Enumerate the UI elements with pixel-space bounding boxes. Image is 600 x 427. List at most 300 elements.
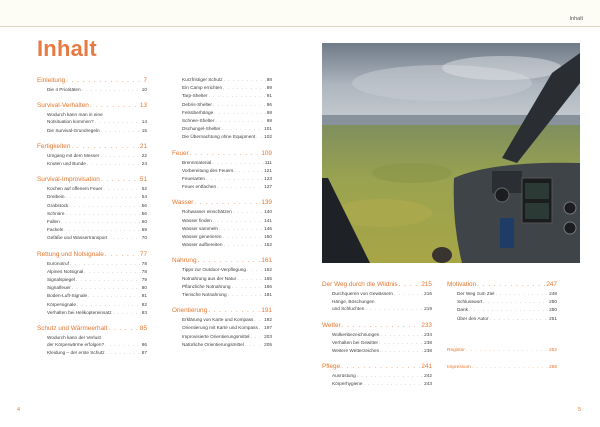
toc-entry-label: Wodurch kann man in eine bbox=[47, 112, 103, 118]
toc-chapter-label: Der Weg durch die Wildnis bbox=[322, 281, 398, 288]
toc-entry[interactable] bbox=[37, 284, 147, 292]
leader-dots bbox=[206, 175, 263, 183]
toc-entry-label: Wasser finden bbox=[182, 217, 212, 223]
toc-entry-label-2: und Schluchten bbox=[332, 306, 365, 312]
toc-entry[interactable] bbox=[37, 334, 147, 349]
toc-entry[interactable] bbox=[172, 167, 272, 175]
toc-entry[interactable] bbox=[172, 283, 272, 291]
toc-entry-page: 22 bbox=[141, 152, 147, 158]
toc-chapter[interactable] bbox=[37, 101, 147, 110]
toc-entry-page: 78 bbox=[141, 260, 147, 266]
toc-entry[interactable] bbox=[172, 117, 272, 125]
toc-entry-label: Wasser aufbereiten bbox=[182, 242, 223, 248]
toc-entry-page: 98 bbox=[266, 118, 272, 124]
toc-entry-label: Improvisierte Orientierungsmittel bbox=[182, 333, 250, 339]
running-head: Inhalt bbox=[569, 16, 583, 22]
toc-entry-page: 80 bbox=[141, 285, 147, 291]
toc-entry-label: Kurzfristiger Schutz bbox=[182, 77, 223, 82]
leader-dots bbox=[247, 266, 263, 274]
leader-dots bbox=[108, 234, 141, 242]
leader-dots bbox=[101, 175, 139, 184]
leader-dots bbox=[69, 202, 140, 210]
toc-entry-page: 150 bbox=[264, 234, 272, 240]
leader-dots bbox=[213, 101, 266, 109]
leader-dots bbox=[64, 226, 140, 234]
toc-entry[interactable] bbox=[447, 306, 557, 314]
toc-section bbox=[172, 306, 272, 349]
toc-entry-page: 83 bbox=[141, 309, 147, 315]
toc-entry[interactable] bbox=[37, 309, 147, 317]
toc-entry[interactable] bbox=[37, 349, 147, 357]
toc-entry-label: Natürliche Orientierungsmittel bbox=[182, 341, 244, 347]
toc-section bbox=[37, 76, 147, 94]
toc-entry[interactable] bbox=[37, 260, 147, 268]
toc-entry-page: 88 bbox=[266, 77, 272, 82]
toc-entry-label: Grabstock bbox=[47, 202, 69, 208]
toc-chapter-page: 77 bbox=[139, 250, 147, 258]
toc-entry-page: 248 bbox=[549, 291, 557, 296]
leader-dots bbox=[490, 315, 549, 323]
toc-entry[interactable] bbox=[172, 233, 272, 241]
toc-entry-page: 219 bbox=[424, 306, 432, 312]
page-number-left: 4 bbox=[17, 407, 21, 413]
leader-dots bbox=[101, 127, 141, 135]
toc-appendix-entry-page: 256 bbox=[548, 365, 557, 370]
leader-dots bbox=[213, 217, 263, 225]
toc-appendix-entry-label: Register bbox=[447, 348, 465, 353]
toc-section bbox=[172, 198, 272, 249]
top-band bbox=[0, 0, 600, 27]
toc-entry-label: Knoten und Bunde bbox=[47, 161, 86, 167]
toc-chapter-label: Schutz und Wärmeerhalt bbox=[37, 325, 108, 333]
toc-chapter[interactable] bbox=[37, 142, 147, 151]
toc-entry-label: Durchqueren von Gewässern bbox=[332, 291, 393, 296]
leader-dots bbox=[250, 333, 263, 341]
toc-entry-page: 141 bbox=[264, 217, 272, 223]
leader-dots bbox=[237, 275, 263, 283]
toc-chapter-label: Pflege bbox=[322, 363, 341, 371]
toc-entry[interactable] bbox=[172, 241, 272, 249]
leader-dots bbox=[483, 298, 548, 306]
toc-chapter[interactable] bbox=[172, 198, 272, 207]
toc-entry-label: Fallen bbox=[47, 219, 60, 225]
leader-dots bbox=[72, 284, 141, 292]
leader-dots bbox=[70, 260, 141, 268]
toc-chapter-page: 233 bbox=[421, 321, 432, 329]
toc-entry[interactable] bbox=[37, 292, 147, 300]
toc-entry-label: Dschungel-Shelter bbox=[182, 126, 221, 132]
toc-entry-label: Dank bbox=[457, 307, 468, 313]
toc-entry-label: Schnee-Shelter bbox=[182, 118, 215, 124]
toc-chapter[interactable] bbox=[322, 362, 432, 371]
toc-section bbox=[37, 175, 147, 242]
toc-column-2 bbox=[172, 76, 272, 356]
toc-entry-label: Orientierung mit Karte und Kompass bbox=[182, 325, 258, 331]
toc-entry-label: Vorbereitung des Feuers bbox=[182, 167, 234, 173]
toc-entry[interactable] bbox=[447, 315, 557, 323]
toc-entry-label: Dreibein bbox=[47, 194, 65, 200]
leader-dots bbox=[87, 160, 141, 168]
toc-entry-label: Feuer entfachen bbox=[182, 184, 217, 190]
toc-entry-page: 89 bbox=[266, 85, 272, 91]
toc-chapter[interactable] bbox=[37, 76, 147, 85]
toc-entry[interactable] bbox=[447, 290, 557, 298]
toc-entry-page: 250 bbox=[549, 299, 557, 305]
toc-entry-page: 152 bbox=[264, 242, 272, 248]
toc-chapter-label: Wetter bbox=[322, 321, 341, 329]
toc-chapter-page: 191 bbox=[261, 307, 272, 315]
toc-chapter[interactable] bbox=[172, 256, 272, 265]
toc-entry[interactable] bbox=[37, 152, 147, 160]
toc-entry[interactable] bbox=[172, 341, 272, 349]
toc-entry-page: 165 bbox=[264, 275, 272, 281]
toc-entry-page: 54 bbox=[141, 194, 147, 200]
toc-chapter[interactable] bbox=[322, 280, 432, 289]
toc-chapter-label: Rettung und Notsignale bbox=[37, 250, 104, 258]
toc-entry-label: Tierische Notnahrung bbox=[182, 292, 227, 298]
toc-entry-page: 87 bbox=[141, 350, 147, 356]
leader-dots bbox=[231, 283, 263, 291]
toc-entry-line2 bbox=[47, 118, 147, 126]
toc-appendix-entry-label: Impressum bbox=[447, 365, 471, 370]
toc-entry-page: 127 bbox=[264, 184, 272, 190]
leader-dots bbox=[198, 256, 261, 265]
toc-chapter-page: 161 bbox=[261, 257, 272, 265]
toc-entry[interactable] bbox=[37, 301, 147, 309]
helicopter-cockpit-image bbox=[322, 43, 580, 263]
page-title: Inhalt bbox=[37, 36, 97, 61]
toc-entry-page: 243 bbox=[424, 381, 432, 387]
toc-entry[interactable] bbox=[37, 268, 147, 276]
leader-dots bbox=[222, 233, 263, 241]
toc-entry[interactable] bbox=[172, 125, 272, 133]
leader-dots bbox=[234, 167, 263, 175]
toc-chapter-label: Orientierung bbox=[172, 307, 208, 315]
toc-entry-label: Signalspiegel bbox=[47, 277, 75, 283]
toc-entry-label: Weitere Wetterzeichen bbox=[332, 348, 380, 354]
toc-entry-label: Euronotruf bbox=[47, 260, 69, 266]
toc-entry-page: 162 bbox=[264, 267, 272, 273]
toc-entry-label: Signalfeuer bbox=[47, 285, 71, 291]
toc-section bbox=[37, 101, 147, 135]
toc-appendix-entry[interactable] bbox=[447, 346, 557, 355]
leader-dots bbox=[105, 250, 139, 259]
leader-dots bbox=[259, 324, 263, 332]
toc-entry-page: 70 bbox=[141, 235, 147, 241]
toc-entry[interactable] bbox=[172, 159, 272, 167]
toc-chapter-page: 109 bbox=[261, 149, 272, 157]
toc-entry[interactable] bbox=[37, 193, 147, 201]
toc-chapter[interactable] bbox=[172, 149, 272, 158]
leader-dots bbox=[194, 198, 260, 207]
toc-entry[interactable] bbox=[172, 316, 272, 324]
leader-dots bbox=[364, 380, 424, 388]
toc-chapter-page: 85 bbox=[139, 325, 147, 333]
toc-entry-label: Tarp-Shelter bbox=[182, 93, 208, 99]
toc-entry-label: Kochen auf offenem Feuer bbox=[47, 186, 103, 192]
toc-entry-page: 181 bbox=[264, 292, 272, 298]
toc-entry[interactable] bbox=[37, 127, 147, 135]
toc-chapter[interactable] bbox=[447, 280, 557, 289]
leader-dots bbox=[245, 341, 263, 349]
toc-entry-page: 14 bbox=[141, 119, 147, 125]
toc-entry-page: 96 bbox=[266, 101, 272, 107]
toc-entry-page: 251 bbox=[549, 315, 557, 321]
toc-section bbox=[37, 250, 147, 317]
toc-entry-page: 121 bbox=[264, 167, 272, 173]
toc-appendix-entry-page: 252 bbox=[548, 348, 557, 353]
leader-dots bbox=[233, 208, 263, 216]
toc-chapter[interactable] bbox=[37, 250, 147, 259]
toc-chapter-label: Motivation bbox=[447, 281, 477, 288]
toc-entry-label: Kleidung – der erste Schutz bbox=[47, 350, 105, 356]
toc-chapter-label: Survival-Improvisation bbox=[37, 176, 100, 184]
toc-chapter[interactable] bbox=[172, 306, 272, 315]
leader-dots bbox=[190, 149, 261, 158]
toc-entry-label: Tipps zur Outdoor-Verpflegung bbox=[182, 267, 246, 273]
toc-entry[interactable] bbox=[37, 160, 147, 168]
toc-section bbox=[447, 280, 557, 323]
toc-chapter-page: 247 bbox=[546, 281, 557, 288]
toc-entry[interactable] bbox=[172, 225, 272, 233]
toc-entry[interactable] bbox=[172, 324, 272, 332]
toc-entry-page: 79 bbox=[141, 277, 147, 283]
toc-entry-label: Schlusswort bbox=[457, 299, 483, 305]
toc-entry-page: 197 bbox=[264, 325, 272, 331]
leader-dots bbox=[254, 316, 263, 324]
toc-entry[interactable] bbox=[322, 380, 432, 388]
toc-chapter[interactable] bbox=[37, 175, 147, 184]
toc-entry-page: 102 bbox=[264, 134, 272, 140]
toc-chapter-label: Feuer bbox=[172, 149, 189, 157]
toc-entry-label: Hänge, Böschungen bbox=[332, 299, 375, 305]
toc-entry-label: Boden-Luft-Signale bbox=[47, 293, 88, 299]
page-number-right: 5 bbox=[578, 407, 582, 413]
toc-entry-page: 234 bbox=[424, 331, 432, 337]
leader-dots bbox=[90, 101, 139, 110]
toc-entry-label: Körpersignale bbox=[47, 301, 76, 307]
leader-dots bbox=[100, 152, 140, 160]
toc-entry-page: 56 bbox=[141, 210, 147, 216]
toc-entry[interactable] bbox=[172, 133, 272, 141]
toc-entry-label: Rohwasser einschätzen bbox=[182, 209, 232, 215]
leader-dots bbox=[222, 125, 264, 133]
toc-entry-page: 98 bbox=[266, 109, 272, 115]
toc-entry-line2 bbox=[332, 305, 432, 313]
toc-entry[interactable] bbox=[37, 218, 147, 226]
toc-entry[interactable] bbox=[37, 86, 147, 94]
toc-entry-label: Alpines Notsignal bbox=[47, 268, 84, 274]
toc-entry[interactable] bbox=[322, 347, 432, 355]
toc-entry-page: 111 bbox=[264, 159, 272, 165]
toc-entry[interactable] bbox=[172, 92, 272, 100]
cockpit-photo bbox=[322, 43, 580, 263]
toc-entry-label: Felsüberhänge bbox=[182, 109, 214, 115]
toc-entry-label: Brennmaterial bbox=[182, 159, 212, 165]
toc-entry-label: Gefäße und Wassertransport bbox=[47, 235, 108, 241]
toc-entry-page: 238 bbox=[424, 348, 432, 354]
toc-entry[interactable] bbox=[37, 276, 147, 284]
toc-entry[interactable] bbox=[172, 84, 272, 92]
toc-entry-page: 10 bbox=[141, 87, 147, 92]
leader-dots bbox=[469, 306, 548, 314]
toc-entry[interactable] bbox=[172, 208, 272, 216]
toc-entry-label: Ausrüstung bbox=[332, 373, 356, 379]
toc-entry-label: Fackeln bbox=[47, 227, 64, 233]
leader-dots bbox=[472, 363, 548, 372]
leader-dots bbox=[82, 86, 141, 94]
toc-entry-page: 250 bbox=[549, 307, 557, 313]
leader-dots bbox=[357, 372, 423, 380]
toc-entry[interactable] bbox=[37, 202, 147, 210]
toc-column-3 bbox=[322, 280, 432, 396]
toc-entry-label: Debris-Shelter bbox=[182, 101, 212, 107]
toc-entry-label-2: Notsituation kommen? bbox=[47, 119, 94, 125]
leader-dots bbox=[379, 339, 423, 347]
toc-entry[interactable] bbox=[172, 175, 272, 183]
toc-entry-page: 242 bbox=[424, 373, 432, 379]
leader-dots bbox=[88, 292, 141, 300]
toc-entry[interactable] bbox=[172, 275, 272, 283]
toc-chapter[interactable] bbox=[322, 321, 432, 330]
toc-entry-line2 bbox=[47, 341, 147, 349]
leader-dots bbox=[108, 324, 139, 333]
toc-chapter-label: Nahrung bbox=[172, 257, 197, 265]
toc-entry-label: Wodurch kann der Verlust bbox=[47, 335, 101, 341]
toc-chapter-page: 51 bbox=[139, 176, 147, 184]
toc-entry[interactable] bbox=[172, 76, 272, 84]
leader-dots bbox=[71, 142, 139, 151]
toc-entry[interactable] bbox=[322, 298, 432, 313]
toc-chapter-page: 139 bbox=[261, 199, 272, 207]
toc-entry[interactable] bbox=[37, 226, 147, 234]
leader-dots bbox=[228, 291, 264, 299]
toc-chapter-page: 21 bbox=[139, 142, 147, 150]
toc-chapter-label: Fertigkeiten bbox=[37, 142, 71, 150]
leader-dots bbox=[341, 362, 420, 371]
leader-dots bbox=[217, 183, 263, 191]
leader-dots bbox=[212, 159, 264, 167]
toc-entry-page: 101 bbox=[264, 126, 272, 132]
toc-entry[interactable] bbox=[322, 331, 432, 339]
toc-section bbox=[322, 362, 432, 388]
toc-entry-page: 146 bbox=[264, 225, 272, 231]
toc-entry-label: Erklärung von Karte und Kompass bbox=[182, 317, 254, 323]
toc-entry-label: Pflanzliche Notnahrung bbox=[182, 283, 231, 289]
toc-entry[interactable] bbox=[172, 266, 272, 274]
toc-entry[interactable] bbox=[172, 217, 272, 225]
toc-chapter-label: Einleitung bbox=[37, 77, 66, 84]
toc-entry[interactable] bbox=[172, 109, 272, 117]
toc-entry-page: 205 bbox=[264, 341, 272, 347]
leader-dots bbox=[106, 349, 141, 357]
toc-chapter-page: 215 bbox=[421, 281, 432, 288]
leader-dots bbox=[76, 276, 141, 284]
toc-entry[interactable] bbox=[322, 339, 432, 347]
toc-entry-label: Über den Autor bbox=[457, 315, 489, 321]
toc-chapter-page: 241 bbox=[421, 363, 432, 371]
toc-entry-label: Die 4 Prioritäten bbox=[47, 87, 81, 92]
toc-entry[interactable] bbox=[447, 298, 557, 306]
toc-entry-page: 192 bbox=[264, 317, 272, 323]
toc-entry[interactable] bbox=[37, 185, 147, 193]
toc-entry-page: 238 bbox=[424, 339, 432, 345]
toc-entry-label: Wasser generieren bbox=[182, 234, 222, 240]
leader-dots bbox=[256, 133, 263, 141]
toc-entry-label: Umgang mit dem Messer bbox=[47, 152, 100, 158]
toc-entry-label: Verhalten bei Helikoptereinsatz bbox=[47, 309, 112, 315]
toc-entry-label: Ein Camp errichten bbox=[182, 85, 223, 91]
toc-section bbox=[172, 256, 272, 299]
toc-entry-page: 203 bbox=[264, 333, 272, 339]
leader-dots bbox=[219, 225, 263, 233]
toc-chapter-label: Survival-Verhalten bbox=[37, 102, 89, 110]
toc-chapter-page: 13 bbox=[139, 102, 147, 110]
toc-entry[interactable] bbox=[322, 290, 432, 298]
toc-entry-page: 60 bbox=[141, 219, 147, 225]
toc-entry[interactable] bbox=[37, 111, 147, 126]
toc-entry-label-2: der Körperwärme erfolgen? bbox=[47, 342, 105, 348]
toc-entry[interactable] bbox=[172, 101, 272, 109]
toc-entry[interactable] bbox=[37, 234, 147, 242]
leader-dots bbox=[399, 280, 421, 289]
leader-dots bbox=[113, 309, 141, 317]
leader-dots bbox=[65, 210, 140, 218]
leader-dots bbox=[223, 241, 263, 249]
toc-entry-label: Der Weg zum Ziel bbox=[457, 291, 495, 296]
leader-dots bbox=[223, 84, 266, 92]
leader-dots bbox=[61, 218, 141, 226]
toc-entry-page: 69 bbox=[141, 227, 147, 233]
toc-entry-page: 24 bbox=[141, 161, 147, 167]
toc-entry[interactable] bbox=[37, 210, 147, 218]
toc-entry[interactable] bbox=[172, 291, 272, 299]
toc-entry-label: Feuerarten bbox=[182, 176, 205, 182]
leader-dots bbox=[66, 76, 142, 85]
toc-entry[interactable] bbox=[172, 183, 272, 191]
toc-entry-page: 78 bbox=[141, 268, 147, 274]
toc-appendix bbox=[447, 346, 557, 380]
leader-dots bbox=[215, 117, 265, 125]
toc-entry-label: Die Übernachtung ohne Equipment bbox=[182, 134, 256, 140]
toc-chapter[interactable] bbox=[37, 324, 147, 333]
leader-dots bbox=[477, 280, 545, 289]
leader-dots bbox=[394, 290, 423, 298]
toc-section bbox=[322, 280, 432, 314]
leader-dots bbox=[95, 118, 141, 126]
leader-dots bbox=[65, 193, 140, 201]
toc-appendix-entry[interactable] bbox=[447, 363, 557, 372]
toc-entry[interactable] bbox=[172, 333, 272, 341]
leader-dots bbox=[209, 92, 266, 100]
toc-entry[interactable] bbox=[322, 372, 432, 380]
toc-column-4 bbox=[447, 280, 557, 330]
leader-dots bbox=[77, 301, 141, 309]
leader-dots bbox=[380, 331, 423, 339]
toc-entry-label: Wolkenbezeichnungen bbox=[332, 331, 380, 337]
leader-dots bbox=[380, 347, 423, 355]
toc-entry-page: 82 bbox=[141, 301, 147, 307]
toc-entry-label: Schnüre bbox=[47, 210, 65, 216]
leader-dots bbox=[208, 306, 260, 315]
toc-entry-page: 123 bbox=[264, 176, 272, 182]
toc-entry-page: 56 bbox=[141, 202, 147, 208]
leader-dots bbox=[105, 341, 141, 349]
toc-section bbox=[172, 76, 272, 142]
toc-entry-page: 166 bbox=[264, 283, 272, 289]
leader-dots bbox=[365, 305, 423, 313]
toc-chapter-label: Wasser bbox=[172, 199, 194, 207]
